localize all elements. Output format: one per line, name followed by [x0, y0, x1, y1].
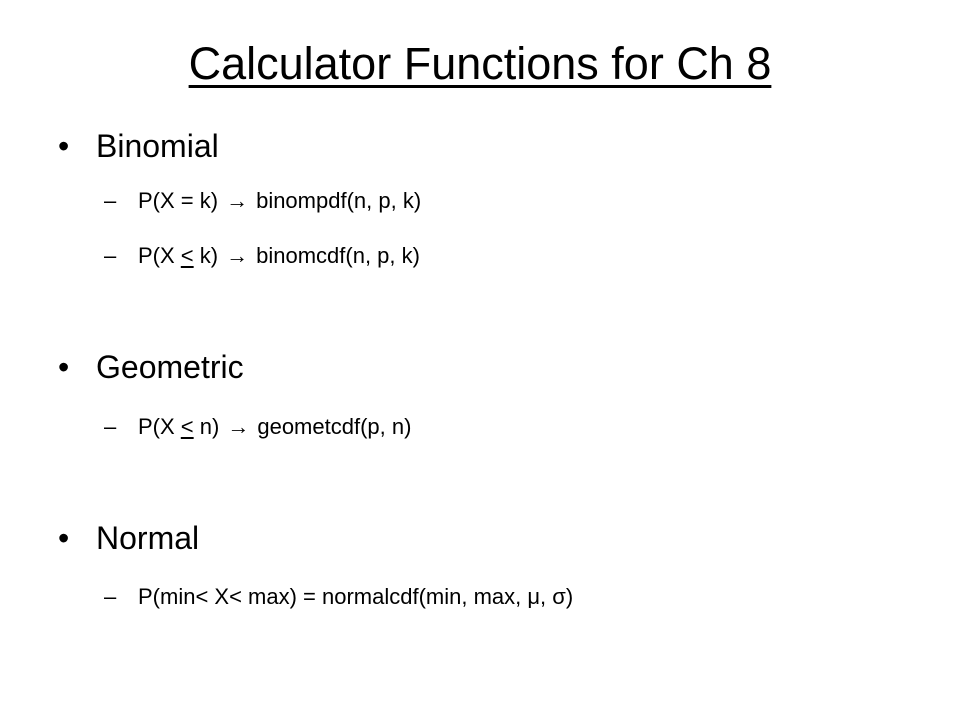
expression-prefix: P(X — [138, 414, 181, 439]
arrow-icon: → — [226, 243, 249, 268]
bullet-geometric — [58, 347, 244, 387]
bullet-binomial — [58, 126, 219, 166]
bullet-dot: • — [58, 349, 70, 385]
arrow-icon: → — [226, 188, 249, 213]
expression-text: P(min< X< max) = normalcdf(min, max, μ, σ) — [138, 584, 574, 609]
sub-item-binompdf — [104, 186, 421, 216]
sub-item-geometcdf — [104, 412, 411, 442]
slide-title: Calculator Functions for Ch 8 — [188, 38, 772, 89]
dash: – — [104, 243, 117, 268]
bullet-heading: Normal — [96, 520, 200, 556]
less-equal-symbol: < — [180, 243, 194, 268]
expression-prefix: P(X — [138, 243, 181, 268]
bullet-dot: • — [58, 128, 70, 164]
expression-suffix: k) — [193, 243, 219, 268]
dash: – — [104, 188, 117, 213]
bullet-heading: Geometric — [96, 349, 244, 385]
arrow-icon: → — [227, 414, 250, 439]
bullet-heading: Binomial — [96, 128, 219, 164]
dash: – — [104, 584, 117, 609]
expression-right: binomcdf(n, p, k) — [256, 243, 420, 268]
expression-suffix: n) — [193, 414, 220, 439]
expression-right: geometcdf(p, n) — [257, 414, 412, 439]
expression-left: P(X = k) — [138, 188, 219, 213]
dash: – — [104, 414, 117, 439]
bullet-normal — [58, 518, 199, 558]
expression-right: binompdf(n, p, k) — [256, 188, 422, 213]
sub-item-binomcdf — [104, 241, 420, 271]
sub-item-normalcdf — [104, 582, 573, 612]
bullet-dot: • — [58, 520, 70, 556]
less-equal-symbol: < — [180, 414, 194, 439]
